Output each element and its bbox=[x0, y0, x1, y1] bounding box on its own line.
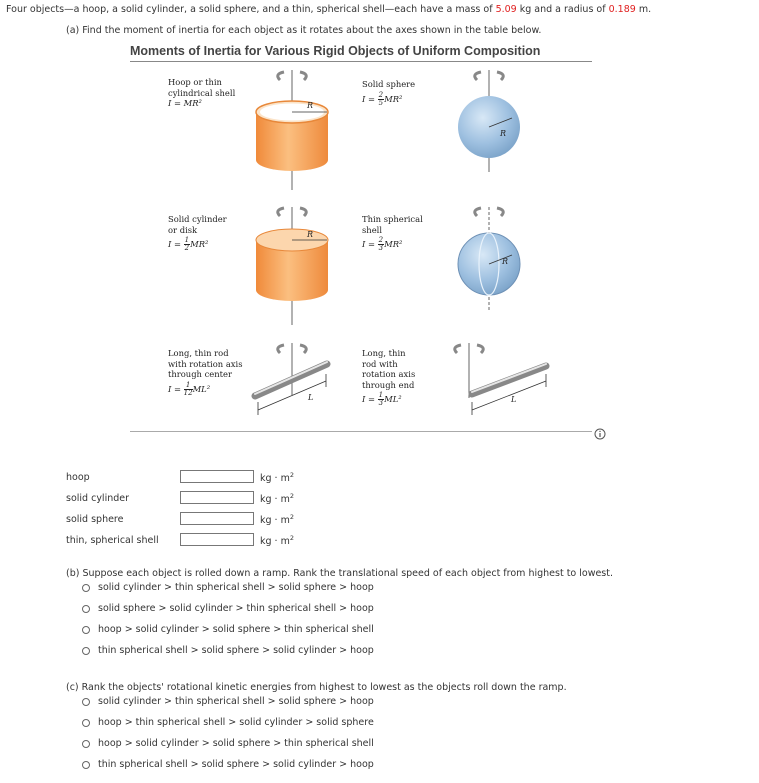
formula-prefix: I = bbox=[362, 239, 378, 249]
radio-button[interactable] bbox=[82, 626, 90, 634]
rod-end-length-line bbox=[472, 381, 546, 410]
thin-shell-text-1: Thin spherical bbox=[362, 214, 423, 224]
formula-prefix: I = bbox=[362, 93, 378, 104]
solid-cylinder-unit bbox=[260, 492, 294, 505]
thin-shell-text-2: shell bbox=[362, 224, 383, 235]
thin-shell-unit bbox=[260, 534, 294, 547]
solid-sphere-drawing bbox=[458, 70, 520, 172]
radio-button[interactable] bbox=[82, 698, 90, 706]
formula-suffix: MR² bbox=[384, 93, 403, 104]
unit-text: kg · m bbox=[260, 515, 290, 527]
solid-sphere-answer-input[interactable] bbox=[180, 512, 254, 525]
part-c-prompt: (c) Rank the objects' rotational kinetic energies from highest to lowest as the objects roll down the ramp. bbox=[66, 682, 567, 693]
rod-center-length-label: L bbox=[308, 393, 314, 402]
unit-text: kg · m bbox=[260, 473, 290, 485]
rod-end-highlight bbox=[472, 364, 546, 392]
option-label: thin spherical shell > solid sphere > solid cylinder > hoop bbox=[98, 645, 374, 656]
hoop-text-1: Hoop or thin bbox=[168, 77, 222, 87]
fraction-denominator: 2 bbox=[184, 244, 190, 252]
rod-end-text-1: Long, thin bbox=[362, 348, 406, 358]
solid-sphere-unit bbox=[260, 513, 294, 526]
unit-exponent: 2 bbox=[289, 513, 294, 521]
fraction-denominator: 12 bbox=[183, 388, 193, 397]
rod-end-text-2: rod with bbox=[362, 358, 398, 369]
formula-suffix: ML² bbox=[192, 383, 211, 394]
part-b-prompt: (b) Suppose each object is rolled down a ramp. Rank the translational speed of each object from highest to lowest. bbox=[66, 568, 614, 579]
rod-end-text-4: through end bbox=[362, 379, 415, 390]
thin-shell-answer-input[interactable] bbox=[180, 533, 254, 546]
option-label: solid cylinder > thin spherical shell > solid sphere > hoop bbox=[98, 696, 374, 707]
option-label: hoop > thin spherical shell > solid cylinder > solid sphere bbox=[98, 717, 374, 728]
part-c-option[interactable] bbox=[82, 738, 374, 749]
fraction-numerator: 1 bbox=[184, 236, 190, 244]
mass-value: 5.09 bbox=[495, 4, 517, 15]
radio-button[interactable] bbox=[82, 647, 90, 655]
solid-cylinder-text-2: or disk bbox=[168, 224, 198, 235]
radius-value: 0.189 bbox=[608, 4, 636, 15]
option-label: hoop > solid cylinder > solid sphere > thin spherical shell bbox=[98, 738, 374, 749]
fraction-numerator: 1 bbox=[378, 391, 384, 399]
fraction-numerator: 2 bbox=[378, 236, 384, 244]
rod-center-text-2: with rotation axis bbox=[168, 358, 243, 369]
solid-cylinder-answer-input[interactable] bbox=[180, 491, 254, 504]
rod-end-body bbox=[472, 366, 546, 394]
rod-center-text-3: through center bbox=[168, 369, 232, 379]
formula-prefix: I = bbox=[168, 239, 184, 249]
part-c-option[interactable] bbox=[82, 717, 374, 728]
fraction-numerator: 1 bbox=[184, 382, 193, 390]
unit-text: kg · m bbox=[260, 536, 290, 548]
part-b-option[interactable] bbox=[82, 624, 374, 635]
sphere-radius-label: R bbox=[500, 129, 507, 138]
option-label: hoop > solid cylinder > solid sphere > thin spherical shell bbox=[98, 624, 374, 635]
fraction-denominator: 3 bbox=[378, 244, 384, 252]
rod-center-text-1: Long, thin rod bbox=[168, 348, 229, 358]
solid-sphere-label: solid sphere bbox=[66, 514, 124, 525]
rod-center-body bbox=[255, 364, 327, 396]
formula-prefix: I = bbox=[168, 383, 184, 394]
unit-text: kg · m bbox=[260, 494, 290, 506]
radio-button[interactable] bbox=[82, 740, 90, 748]
radio-button[interactable] bbox=[82, 761, 90, 769]
unit-exponent: 2 bbox=[289, 492, 294, 500]
solid-sphere-text-1: Solid sphere bbox=[362, 79, 416, 89]
hoop-radius-label: R bbox=[307, 101, 314, 110]
solid-cylinder-label: solid cylinder bbox=[66, 493, 130, 504]
hoop-formula: I = MR² bbox=[168, 98, 202, 108]
radio-button[interactable] bbox=[82, 719, 90, 727]
rod-end-text-3: rotation axis bbox=[362, 369, 416, 379]
part-b-option[interactable] bbox=[82, 582, 374, 593]
intro-text: Four objects—a hoop, a solid cylinder, a solid sphere, and a thin, spherical shell—each have a mass of bbox=[6, 4, 496, 15]
solid-cylinder-drawing bbox=[256, 207, 328, 325]
rod-center-highlight bbox=[255, 362, 327, 394]
fraction-denominator: 5 bbox=[378, 98, 384, 107]
info-icon[interactable] bbox=[594, 428, 606, 440]
part-b-option[interactable] bbox=[82, 645, 374, 656]
rod-end-length-label: L bbox=[511, 395, 517, 404]
part-c-option[interactable] bbox=[82, 759, 374, 770]
option-label: solid sphere > solid cylinder > thin spherical shell > hoop bbox=[98, 603, 374, 614]
radio-button[interactable] bbox=[82, 584, 90, 592]
formula-suffix: MR² bbox=[190, 239, 209, 249]
fraction-denominator: 3 bbox=[378, 399, 384, 407]
rod-center-drawing bbox=[255, 343, 327, 415]
part-c-option[interactable] bbox=[82, 696, 374, 707]
unit-exponent: 2 bbox=[289, 471, 294, 479]
solid-cylinder-text-1: Solid cylinder bbox=[168, 214, 227, 224]
part-b-option[interactable] bbox=[82, 603, 374, 614]
intro-text-2: kg and a radius of bbox=[516, 4, 609, 15]
thin-shell-label: thin, spherical shell bbox=[66, 535, 159, 546]
part-a-prompt: (a) Find the moment of inertia for each object as it rotates about the axes shown in the table below. bbox=[66, 25, 542, 36]
hoop-unit bbox=[260, 471, 294, 484]
rod-end-drawing bbox=[455, 343, 546, 415]
shell-radius-label: R bbox=[502, 257, 509, 266]
thin-shell-drawing bbox=[458, 207, 520, 310]
formula-suffix: ML² bbox=[384, 394, 402, 404]
hoop-label: hoop bbox=[66, 472, 90, 483]
cylinder-radius-label: R bbox=[307, 230, 314, 239]
formula-prefix: I = bbox=[362, 394, 378, 404]
fraction-numerator: 2 bbox=[378, 90, 384, 99]
intro-text-3: m. bbox=[635, 4, 652, 15]
formula-suffix: MR² bbox=[384, 239, 403, 249]
option-label: thin spherical shell > solid sphere > solid cylinder > hoop bbox=[98, 759, 374, 770]
hoop-drawing bbox=[256, 70, 328, 190]
hoop-text-2: cylindrical shell bbox=[168, 87, 236, 98]
hoop-answer-input[interactable] bbox=[180, 470, 254, 483]
figure-title: Moments of Inertia for Various Rigid Objects of Uniform Composition bbox=[130, 44, 541, 58]
unit-exponent: 2 bbox=[289, 534, 294, 542]
option-label: solid cylinder > thin spherical shell > solid sphere > hoop bbox=[98, 582, 374, 593]
radio-button[interactable] bbox=[82, 605, 90, 613]
